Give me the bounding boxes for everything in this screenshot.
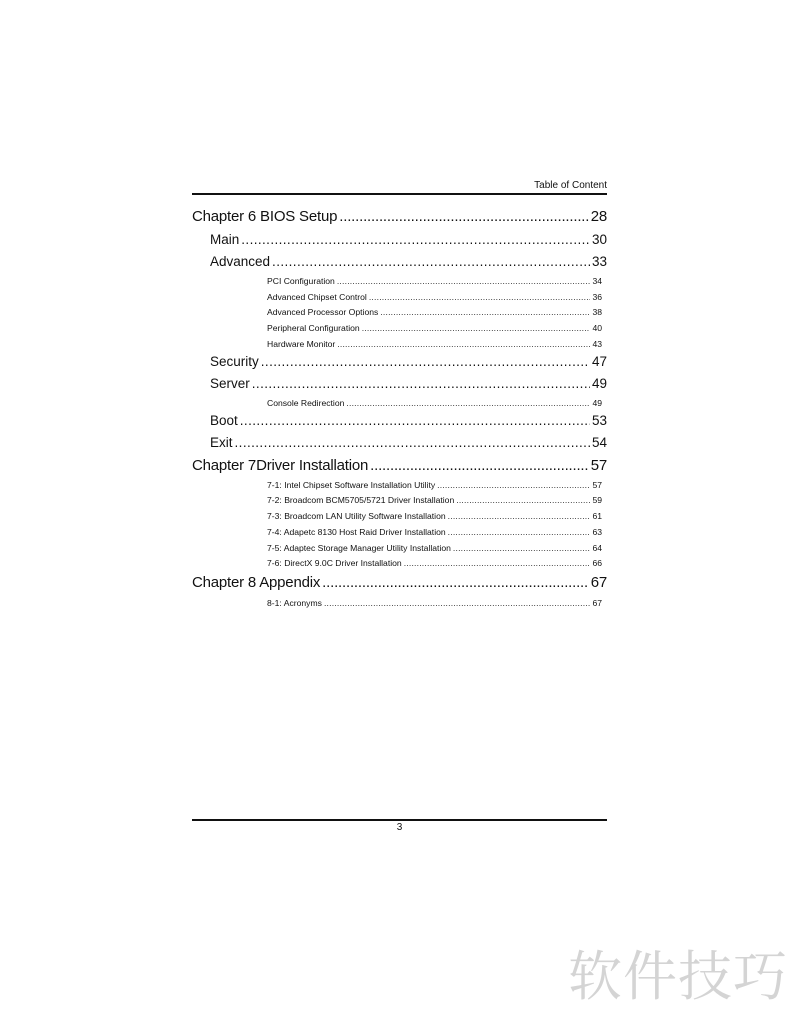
dot-leader: [370, 457, 589, 475]
dot-leader: [448, 527, 591, 538]
dot-leader: [337, 339, 590, 350]
dot-leader: [369, 292, 591, 303]
toc-subsection-advanced-processor-options[interactable]: [267, 307, 602, 318]
toc-chapter-7[interactable]: [192, 457, 607, 475]
toc-entry-page: 53: [591, 413, 607, 428]
toc-entry-page: 47: [591, 354, 607, 369]
toc-section-advanced[interactable]: [210, 254, 607, 270]
page-number: 3: [396, 822, 403, 833]
dot-leader: [241, 232, 590, 248]
dot-leader: [337, 276, 591, 287]
toc-subsection-hardware-monitor[interactable]: [267, 339, 602, 350]
toc-entry-label: 7-5: Adaptec Storage Manager Utility Installation: [267, 543, 451, 553]
toc-entry-label: Console Redirection: [267, 398, 345, 408]
toc-entry-label: Server: [210, 376, 250, 391]
dot-leader: [272, 254, 590, 270]
toc-entry-page: 36: [592, 292, 602, 302]
toc-entry-page: 57: [590, 457, 607, 474]
toc-entry-label: Chapter 6 BIOS Setup: [192, 208, 338, 225]
toc-subsection-pci-configuration[interactable]: [267, 276, 602, 287]
toc-section-server[interactable]: [210, 376, 607, 392]
dot-leader: [448, 511, 591, 522]
toc-entry-label: 7-4: Adapetc 8130 Host Raid Driver Installation: [267, 527, 446, 537]
toc-subsection-7-1[interactable]: [267, 480, 602, 491]
toc-subsection-8-1[interactable]: [267, 598, 602, 609]
toc-entry-label: Advanced: [210, 254, 271, 269]
toc-entry-page: 63: [592, 527, 602, 537]
toc-entry-page: 34: [592, 276, 602, 286]
toc-entry-page: 49: [592, 398, 602, 408]
dot-leader: [252, 376, 590, 392]
toc-entry-page: 66: [592, 558, 602, 568]
toc-subsection-7-5[interactable]: [267, 543, 602, 554]
toc-entry-label: Hardware Monitor: [267, 339, 336, 349]
toc-entry-label: PCI Configuration: [267, 276, 335, 286]
toc-chapter-6[interactable]: [192, 208, 607, 226]
dot-leader: [346, 398, 590, 409]
toc-subsection-advanced-chipset-control[interactable]: [267, 292, 602, 303]
toc-chapter-8[interactable]: [192, 574, 607, 592]
toc-subsection-7-6[interactable]: [267, 558, 602, 569]
toc-entry-page: 59: [592, 495, 602, 505]
toc-subsection-peripheral-configuration[interactable]: [267, 323, 602, 334]
running-header-title: Table of Content: [534, 180, 607, 191]
toc-entry-page: 54: [591, 435, 607, 450]
toc-entry-page: 33: [591, 254, 607, 269]
toc-entry-page: 30: [591, 232, 607, 247]
toc-entry-page: 49: [591, 376, 607, 391]
dot-leader: [261, 354, 590, 370]
dot-leader: [437, 480, 590, 491]
dot-leader: [322, 574, 589, 592]
toc-entry-label: 7-6: DirectX 9.0C Driver Installation: [267, 558, 402, 568]
dot-leader: [362, 323, 591, 334]
toc-subsection-7-2[interactable]: [267, 495, 602, 506]
toc-subsection-7-4[interactable]: [267, 527, 602, 538]
dot-leader: [240, 413, 590, 429]
toc-entry-page: 64: [592, 543, 602, 553]
toc-section-boot[interactable]: [210, 413, 607, 429]
toc-entry-page: 67: [590, 574, 607, 591]
toc-entry-label: 7-1: Intel Chipset Software Installation Utility: [267, 480, 436, 490]
toc-entry-label: Boot: [210, 413, 238, 428]
toc-section-exit[interactable]: [210, 435, 607, 451]
dot-leader: [380, 307, 590, 318]
toc-entry-page: 28: [590, 208, 607, 225]
toc-entry-label: Chapter 8 Appendix: [192, 574, 321, 591]
toc-section-security[interactable]: [210, 354, 607, 370]
toc-entry-page: 40: [592, 323, 602, 333]
toc-entry-label: Chapter 7Driver Installation: [192, 457, 369, 474]
toc-subsection-console-redirection[interactable]: [267, 398, 602, 409]
toc-entry-page: 38: [592, 307, 602, 317]
dot-leader: [235, 435, 590, 451]
dot-leader: [404, 558, 591, 569]
footer-rule: [192, 819, 607, 821]
toc-section-main[interactable]: [210, 232, 607, 248]
toc-entry-page: 43: [592, 339, 602, 349]
toc-entry-label: Advanced Chipset Control: [267, 292, 367, 302]
toc-entry-label: 7-2: Broadcom BCM5705/5721 Driver Installation: [267, 495, 455, 505]
table-of-contents: [192, 0, 607, 620]
toc-subsection-7-3[interactable]: [267, 511, 602, 522]
toc-entry-label: Peripheral Configuration: [267, 323, 360, 333]
toc-entry-page: 61: [592, 511, 602, 521]
toc-entry-page: 67: [592, 598, 602, 608]
toc-entry-label: Main: [210, 232, 240, 247]
dot-leader: [453, 543, 591, 554]
watermark-text: 软件技巧: [568, 945, 788, 1008]
dot-leader: [339, 208, 588, 226]
toc-entry-label: Advanced Processor Options: [267, 307, 379, 317]
toc-entry-label: Security: [210, 354, 259, 369]
toc-entry-label: 8-1: Acronyms: [267, 598, 322, 608]
dot-leader: [456, 495, 590, 506]
toc-entry-page: 57: [592, 480, 602, 490]
toc-entry-label: Exit: [210, 435, 233, 450]
dot-leader: [324, 598, 591, 609]
toc-entry-label: 7-3: Broadcom LAN Utility Software Installation: [267, 511, 446, 521]
